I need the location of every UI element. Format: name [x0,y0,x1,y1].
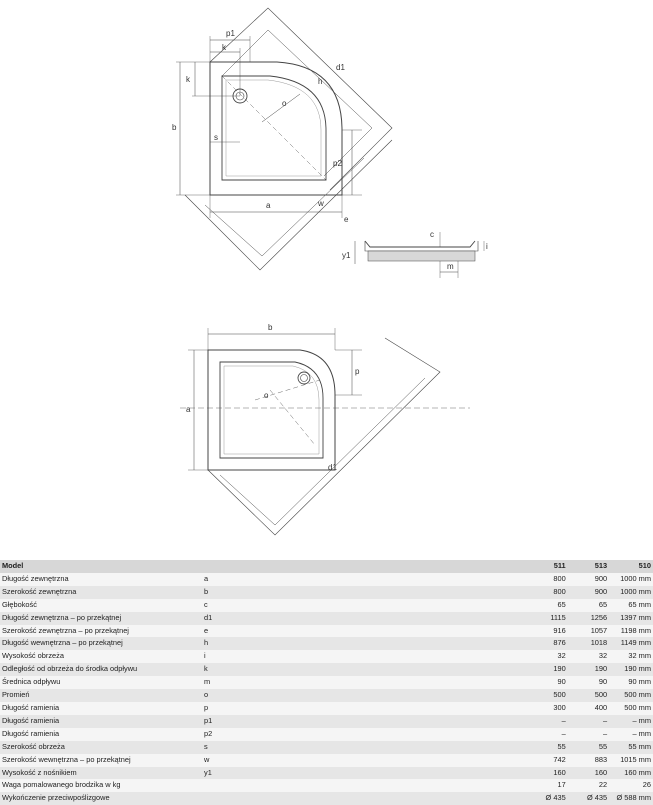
row-value-510: 1397 mm [609,612,653,625]
row-symbol [202,779,526,792]
row-label: Długość ramienia [0,715,202,728]
row-value-511: Ø 435 [526,792,567,805]
row-value-510: 190 mm [609,663,653,676]
row-symbol: o [202,689,526,702]
table-row [0,637,653,650]
row-value-511: – [526,715,567,728]
row-value-513: 900 [568,586,609,599]
label-d1-bottom: d1 [328,463,337,472]
label-b-bottom: b [268,323,273,332]
row-symbol: b [202,586,526,599]
row-label: Szerokość obrzeża [0,741,202,754]
row-value-511: – [526,728,567,741]
label-i: i [486,242,488,251]
row-label: Odległość od obrzeża do środka odpływu [0,663,202,676]
label-b-top: b [172,123,177,132]
row-value-510: 1198 mm [609,625,653,638]
label-s: s [214,133,218,142]
table-row [0,689,653,702]
table-row [0,599,653,612]
spec-table [0,560,653,805]
row-symbol: h [202,637,526,650]
label-e: e [344,215,349,224]
row-value-511: 500 [526,689,567,702]
table-row [0,612,653,625]
row-label: Średnica odpływu [0,676,202,689]
row-value-513: 190 [568,663,609,676]
row-value-510: 500 mm [609,702,653,715]
row-symbol: c [202,599,526,612]
row-label: Długość zewnętrzna – po przekątnej [0,612,202,625]
row-value-511: 742 [526,754,567,767]
label-k-side: k [186,75,190,84]
row-value-513: 400 [568,702,609,715]
top-section-view [355,232,484,278]
table-row [0,586,653,599]
row-value-510: 55 mm [609,741,653,754]
row-value-510: 90 mm [609,676,653,689]
row-value-510: 1149 mm [609,637,653,650]
table-row [0,767,653,780]
row-value-513: 90 [568,676,609,689]
row-label: Długość zewnętrzna [0,573,202,586]
row-symbol: w [202,754,526,767]
row-value-513: 1018 [568,637,609,650]
row-symbol: k [202,663,526,676]
row-label: Wysokość z nośnikiem [0,767,202,780]
label-h: h [318,77,323,86]
row-value-511: 1115 [526,612,567,625]
top-drawing-labels [172,29,488,271]
row-symbol: y1 [202,767,526,780]
row-label: Szerokość zewnętrzna – po przekątnej [0,625,202,638]
row-value-513: 160 [568,767,609,780]
row-value-510: 1000 mm [609,586,653,599]
header-model-510: 510 [609,560,653,573]
row-value-510: – mm [609,728,653,741]
row-label: Szerokość zewnętrzna [0,586,202,599]
row-label: Wysokość obrzeża [0,650,202,663]
bottom-drawing-labels [186,323,360,472]
row-value-511: 160 [526,767,567,780]
row-value-513: 1057 [568,625,609,638]
row-value-510: 26 [609,779,653,792]
row-symbol: a [202,573,526,586]
label-o-top: o [282,99,287,108]
row-value-510: 65 mm [609,599,653,612]
table-row [0,625,653,638]
row-label: Promień [0,689,202,702]
row-value-511: 300 [526,702,567,715]
table-row [0,650,653,663]
label-a-top: a [266,201,271,210]
row-symbol: p [202,702,526,715]
header-label: Model [0,560,202,573]
row-value-513: Ø 435 [568,792,609,805]
row-symbol: p1 [202,715,526,728]
label-a-bottom: a [186,405,191,414]
row-value-511: 800 [526,586,567,599]
table-row [0,792,653,805]
bottom-tray-basin [220,362,323,458]
row-value-513: 65 [568,599,609,612]
row-symbol: s [202,741,526,754]
label-m: m [447,262,454,271]
row-label: Wykończenie przeciwpoślizgowe [0,792,202,805]
row-value-513: 900 [568,573,609,586]
row-value-511: 17 [526,779,567,792]
row-value-511: 32 [526,650,567,663]
row-value-510: 160 mm [609,767,653,780]
row-value-510: Ø 588 mm [609,792,653,805]
row-label: Długość wewnętrzna – po przekątnej [0,637,202,650]
row-symbol: p2 [202,728,526,741]
label-y1: y1 [342,251,351,260]
label-o-bottom: o [264,391,269,400]
row-label: Waga pomalowanego brodzika w kg [0,779,202,792]
row-value-513: – [568,715,609,728]
row-value-511: 55 [526,741,567,754]
header-symbol [202,560,526,573]
table-row [0,676,653,689]
row-label: Długość ramienia [0,702,202,715]
row-value-511: 190 [526,663,567,676]
label-p1: p1 [226,29,235,38]
label-d1: d1 [336,63,345,72]
row-value-510: 1000 mm [609,573,653,586]
row-symbol: m [202,676,526,689]
table-header-row [0,560,653,573]
table-row [0,754,653,767]
row-symbol: d1 [202,612,526,625]
row-value-511: 65 [526,599,567,612]
bottom-tray-drawing [180,328,470,535]
label-w: w [318,199,324,208]
table-row [0,715,653,728]
row-value-511: 916 [526,625,567,638]
row-value-511: 90 [526,676,567,689]
row-value-513: 32 [568,650,609,663]
row-symbol [202,792,526,805]
row-value-510: – mm [609,715,653,728]
row-value-510: 1015 mm [609,754,653,767]
row-value-510: 500 mm [609,689,653,702]
row-value-513: – [568,728,609,741]
row-value-513: 55 [568,741,609,754]
label-c: c [430,230,434,239]
row-value-511: 800 [526,573,567,586]
table-row [0,728,653,741]
table-row [0,573,653,586]
bottom-tray-outline [208,350,335,470]
table-row [0,702,653,715]
label-k-top: k [222,43,226,52]
row-value-513: 500 [568,689,609,702]
row-value-513: 883 [568,754,609,767]
row-symbol: e [202,625,526,638]
bottom-drain [298,372,310,384]
row-value-513: 22 [568,779,609,792]
label-p2: p2 [333,159,342,168]
table-row [0,741,653,754]
row-value-510: 32 mm [609,650,653,663]
header-model-513: 513 [568,560,609,573]
row-label: Szerokość wewnętrzna – po przekątnej [0,754,202,767]
row-value-511: 876 [526,637,567,650]
table-row [0,663,653,676]
row-value-513: 1256 [568,612,609,625]
label-p: p [355,367,360,376]
row-label: Długość ramienia [0,728,202,741]
table-row [0,779,653,792]
header-model-511: 511 [526,560,567,573]
row-symbol: i [202,650,526,663]
row-label: Głębokość [0,599,202,612]
